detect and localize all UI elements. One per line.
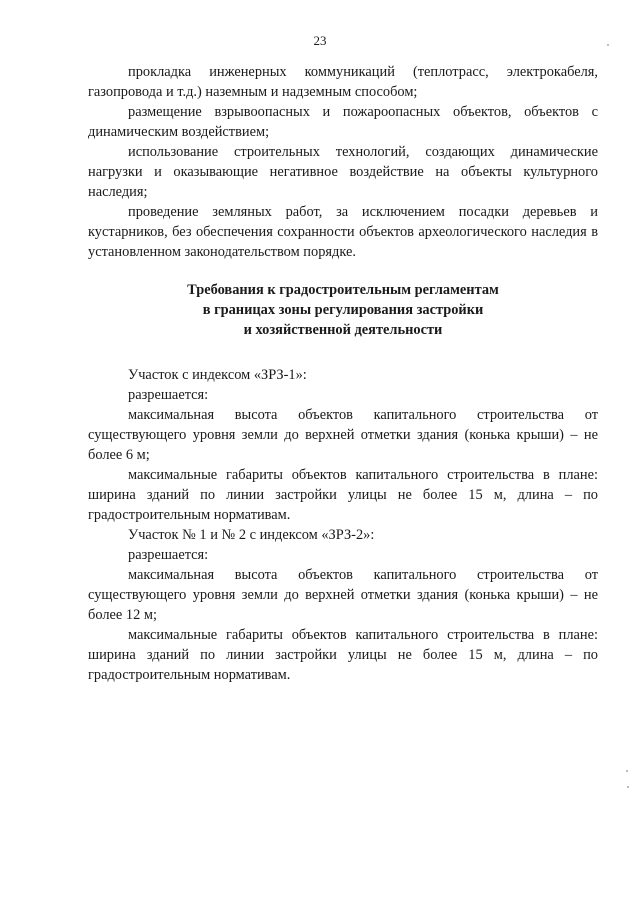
- list-item-earthworks: проведение земляных работ, за исключением посадки деревьев и кустарников, без обеспечения сохранности объектов археологического наследия в установленном законодательством порядке.: [88, 204, 598, 260]
- section-heading-line-3: и хозяйственной деятельности: [243, 322, 443, 338]
- zrz2-title: Участок № 1 и № 2 с индексом «ЗРЗ-2»:: [128, 527, 375, 543]
- section-heading-line-2: в границах зоны регулирования застройки: [202, 302, 484, 318]
- scan-speck: [627, 786, 629, 788]
- zrz2-max-dimensions: максимальные габариты объектов капитального строительства в плане: ширина зданий по линии застройки улицы не более 15 м, длина – по градостроительным нормативам.: [88, 627, 598, 683]
- section-heading: [88, 280, 598, 340]
- zrz1-title: Участок с индексом «ЗРЗ-1»:: [128, 367, 307, 383]
- scan-speck: [607, 44, 609, 46]
- zrz2-max-height: максимальная высота объектов капитального строительства от существующего уровня земли до верхней отметки здания (конька крыши) – не более 12 м;: [88, 567, 598, 623]
- list-item-utilities: прокладка инженерных коммуникаций (теплотрасс, электрокабеля, газопровода и т.д.) наземным и надземным способом;: [88, 64, 598, 100]
- zrz2-allowed-label: разрешается:: [128, 547, 209, 563]
- section-heading-line-1: Требования к градостроительным регламентам: [187, 282, 499, 298]
- zrz1-allowed-label: разрешается:: [128, 387, 209, 403]
- page-number: 23: [313, 33, 327, 48]
- list-item-hazardous-objects: размещение взрывоопасных и пожароопасных объектов, объектов с динамическим воздействием;: [88, 104, 598, 140]
- list-item-construction-tech: использование строительных технологий, создающих динамические нагрузки и оказывающие негативное воздействие на объекты культурного наследия;: [88, 144, 598, 200]
- page-body: [88, 62, 598, 685]
- zrz1-max-dimensions: максимальные габариты объектов капитального строительства в плане: ширина зданий по линии застройки улицы не более 15 м, длина – по градостроительным нормативам.: [88, 467, 598, 523]
- scan-speck: [626, 770, 628, 772]
- zrz1-max-height: максимальная высота объектов капитального строительства от существующего уровня земли до верхней отметки здания (конька крыши) – не более 6 м;: [88, 407, 598, 463]
